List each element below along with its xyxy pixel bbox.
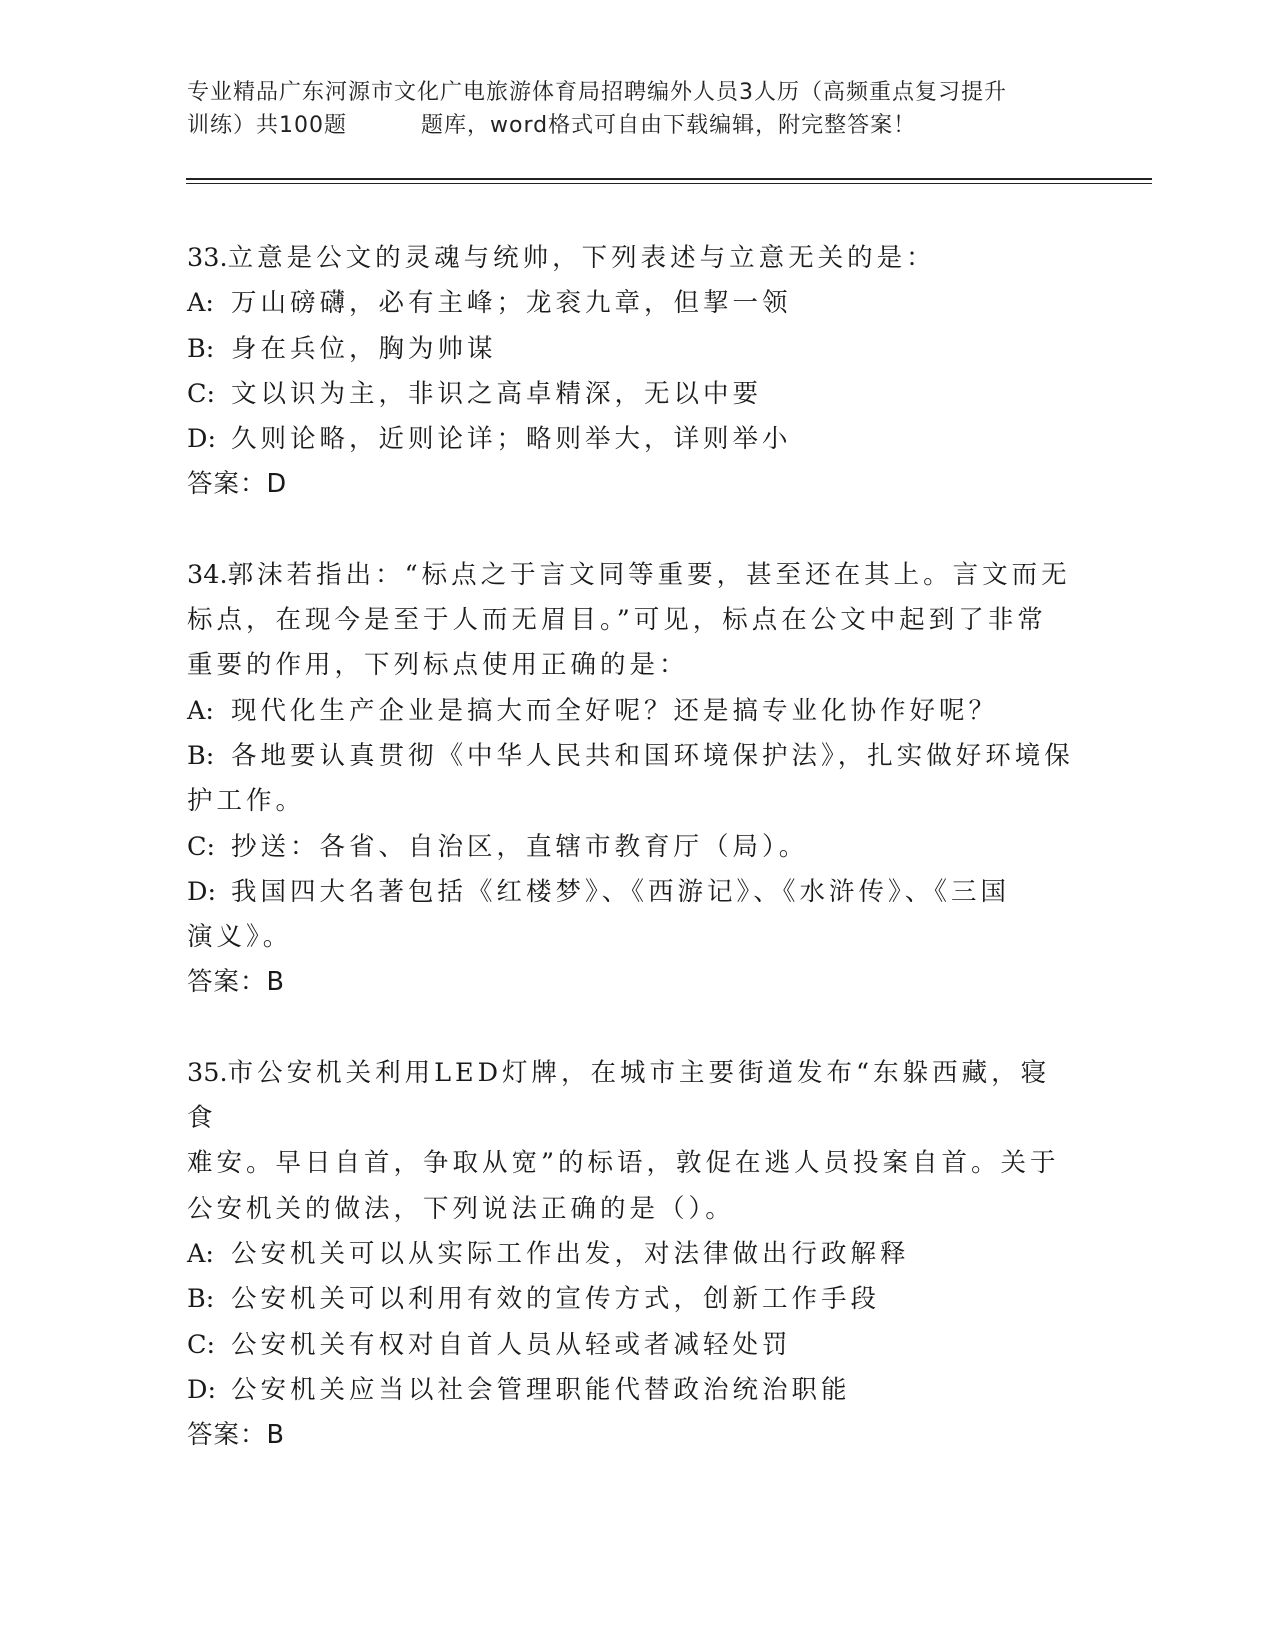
question-number: 33. [187, 243, 228, 273]
option-d [187, 417, 1077, 462]
question-34 [187, 553, 1077, 1006]
header-title-line-2 [187, 109, 1107, 142]
option-b-continuation: 护工作。 [187, 786, 306, 817]
option-b [187, 1277, 1077, 1322]
option-a [187, 281, 1077, 326]
option-text: 我国四大名著包括《红楼梦》、《西游记》、《水浒传》、《三国 [231, 876, 1011, 907]
header-divider-thick [186, 178, 1152, 180]
option-text: 公安机关应当以社会管理职能代替政治统治职能 [231, 1374, 851, 1405]
page-header [187, 76, 1107, 142]
option-a [187, 689, 1077, 734]
question-stem-line: 重要的作用，下列标点使用正确的是： [187, 650, 689, 681]
question-stem-line [187, 553, 1077, 598]
question-stem-text: 立意是公文的灵魂与统帅，下列表述与立意无关的是： [227, 243, 936, 273]
option-letter: B: [187, 740, 215, 771]
option-letter: B: [187, 1284, 215, 1315]
question-33 [187, 236, 1077, 508]
question-35 [187, 1051, 1077, 1459]
option-text: 公安机关可以从实际工作出发，对法律做出行政解释 [231, 1238, 910, 1269]
option-d [187, 1368, 1077, 1413]
question-stem-text: 郭沫若指出：“标点之于言文同等重要，甚至还在其上。言文而无 [227, 559, 1071, 590]
answer-line: 答案：B [187, 1420, 285, 1451]
option-text: 久则论略，近则论详；略则举大，详则举小 [231, 424, 792, 455]
option-text: 公安机关有权对自首人员从轻或者减轻处罚 [231, 1329, 792, 1360]
option-letter: C: [187, 831, 216, 862]
option-b [187, 734, 1077, 779]
question-stem-line: 标点，在现今是至于人而无眉目。”可见，标点在公文中起到了非常 [187, 605, 1047, 636]
option-c [187, 1323, 1077, 1368]
option-letter: A: [187, 288, 215, 319]
option-letter: A: [187, 695, 215, 726]
header-title-line-1: 专业精品广东河源市文化广电旅游体育局招聘编外人员3人历（高频重点复习提升 [187, 80, 1007, 105]
option-letter: D: [187, 424, 217, 455]
question-number: 34. [187, 559, 228, 590]
option-text: 现代化生产企业是搞大而全好呢？还是搞专业化协作好呢？ [231, 695, 999, 726]
option-letter: B: [187, 333, 215, 364]
question-stem-line [187, 236, 1077, 281]
option-text: 抄送：各省、自治区，直辖市教育厅（局）。 [231, 831, 809, 862]
option-c [187, 825, 1077, 870]
question-stem-line: 难安。早日自首，争取从宽”的标语，敦促在逃人员投案自首。关于 [187, 1148, 1060, 1179]
option-letter: D: [187, 876, 217, 907]
option-text: 身在兵位，胸为帅谋 [231, 333, 497, 364]
option-c [187, 372, 1077, 417]
option-text: 各地要认真贯彻《中华人民共和国环境保护法》，扎实做好环境保 [231, 740, 1074, 771]
option-text: 万山磅礴，必有主峰；龙衮九章，但挈一领 [231, 288, 792, 319]
option-b [187, 327, 1077, 372]
answer-line: 答案：D [187, 469, 288, 500]
option-letter: C: [187, 378, 216, 409]
question-stem-text: 市公安机关利用LED灯牌，在城市主要街道发布“东躲西藏，寝食 [187, 1057, 1051, 1134]
option-letter: A: [187, 1238, 215, 1269]
header-divider-thin [186, 183, 1152, 184]
option-letter: C: [187, 1329, 216, 1360]
header-title-right: 题库，word格式可自由下载编辑，附完整答案！ [421, 113, 917, 138]
option-text: 公安机关可以利用有效的宣传方式，创新工作手段 [231, 1284, 881, 1315]
option-d [187, 870, 1077, 915]
question-list [187, 236, 1077, 1458]
question-stem-line: 公安机关的做法，下列说法正确的是（）。 [187, 1193, 735, 1224]
answer-line: 答案：B [187, 967, 285, 998]
option-d-continuation: 演义》。 [187, 922, 293, 953]
option-a [187, 1232, 1077, 1277]
question-number: 35. [187, 1057, 228, 1088]
option-text: 文以识为主，非识之高卓精深，无以中要 [231, 378, 763, 409]
question-stem-line [187, 1051, 1077, 1142]
option-letter: D: [187, 1374, 217, 1405]
header-title-left: 训练）共100题 [187, 113, 347, 138]
